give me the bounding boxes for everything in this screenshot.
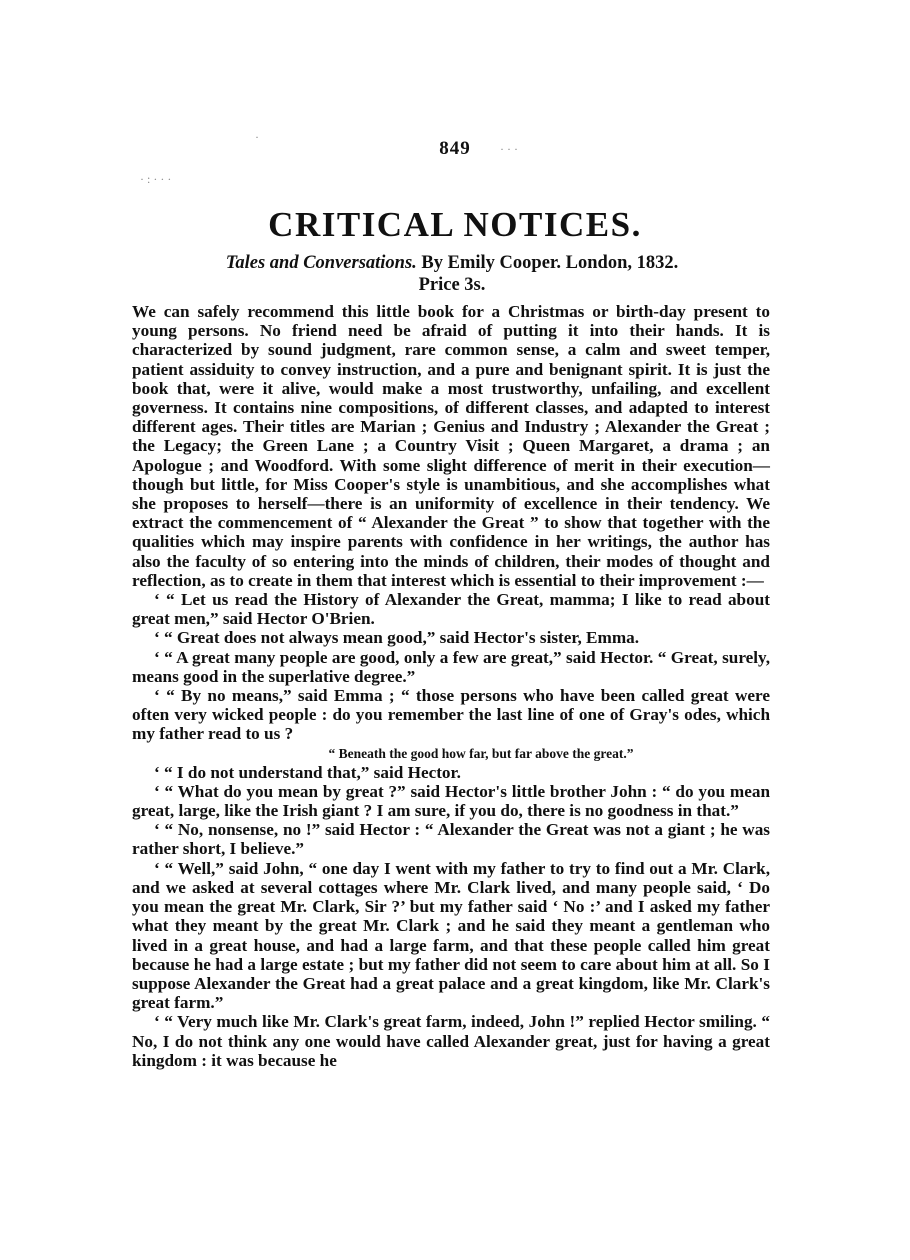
print-speck: · · · <box>500 142 518 156</box>
book-price: Price 3s. <box>418 275 486 295</box>
print-speck: · <box>255 130 259 144</box>
paragraph: ‘ “ No, nonsense, no !” said Hector : “ Alexander the Great was not a giant ; he was rather short, I believe.” <box>132 820 770 859</box>
paragraph: ‘ “ A great many people are good, only a few are great,” said Hector. “ Great, surely, means good in the superlative degree.” <box>132 647 770 686</box>
paragraph: ‘ “ What do you mean by great ?” said Hector's little brother John : “ do you mean great, large, like the Irish giant ? I am sure, if you do, there is no goodness in that.” <box>132 781 770 821</box>
paragraph: ‘ “ Great does not always mean good,” said Hector's sister, Emma. <box>154 628 640 648</box>
print-speck: · : · · · <box>140 172 172 186</box>
paragraph: ‘ “ Very much like Mr. Clark's great farm, indeed, John !” replied Hector smiling. “ No, I do not think any one would have called Alexander great, just for having a great kingdom : it was because he <box>132 1012 770 1070</box>
paragraph: ‘ “ By no means,” said Emma ; “ those persons who have been called great were often very wicked people : do you remember the last line of one of Gray's odes, which my father read to us ? <box>132 686 770 744</box>
page-number: 849 <box>439 138 471 159</box>
book-author-place-year: By Emily Cooper. London, 1832. <box>416 253 679 273</box>
paragraph: We can safely recommend this little book for a Christmas or birth-day present to young persons. No friend need be afraid of putting it into their hands. It is characterized by sound judgment, rare common sense, a calm and sweet temper, patient assiduity to convey instruction, and a pure and benignant spirit. It is just the book that, were it alive, would make a most trustworthy, unfailing, and excellent governess. It contains nine compositions, of different classes, and adapted to interest different ages. Their titles are Marian ; Genius and Industry ; Alexander the Great ; the Legacy; the Green Lane ; a Country Visit ; Queen Margaret, a drama ; an Apologue ; and Woodford. With some slight difference of merit in their execution—though but little, for Miss Cooper's style is unambitious, and she accomplishes what she proposes to herself—there is an uniformity of excellence in their tendency. We extract the commencement of “ Alexander the Great ” to show that together with the qualities which may inspire parents with confidence in her writings, the author has also the faculty of so entering into the minds of children, their modes of thought and reflection, as to create in them that interest which is essential to their improvement :— <box>132 302 770 590</box>
paragraph: ‘ “ I do not understand that,” said Hector. <box>154 762 461 782</box>
paragraph: ‘ “ Well,” said John, “ one day I went with my father to try to find out a Mr. Clark, and we asked at several cottages where Mr. Clark lived, and many people said, ‘ Do you mean the great Mr. Clark, Sir ?’ but my father said ‘ No :’ and I asked my father what they meant by the great Mr. Clark ; and he said they meant a gentleman who lived in a great house, and had a large farm, and that these people called him great because he had a large estate ; but my father did not seem to care about him at all. So I suppose Alexander the Great had a great palace and a great kingdom, like Mr. Clark's great farm.” <box>132 858 770 1013</box>
paragraph: ‘ “ Let us read the History of Alexander the Great, mamma; I like to read about great men,” said Hector O'Brien. <box>132 590 770 629</box>
book-title: Tales and Conversations. <box>225 253 417 273</box>
book-citation <box>132 252 772 296</box>
review-body <box>132 302 770 1070</box>
verse-quotation: “ Beneath the good how far, but far above the great.” <box>328 745 634 761</box>
section-heading: CRITICAL NOTICES. <box>268 205 642 244</box>
